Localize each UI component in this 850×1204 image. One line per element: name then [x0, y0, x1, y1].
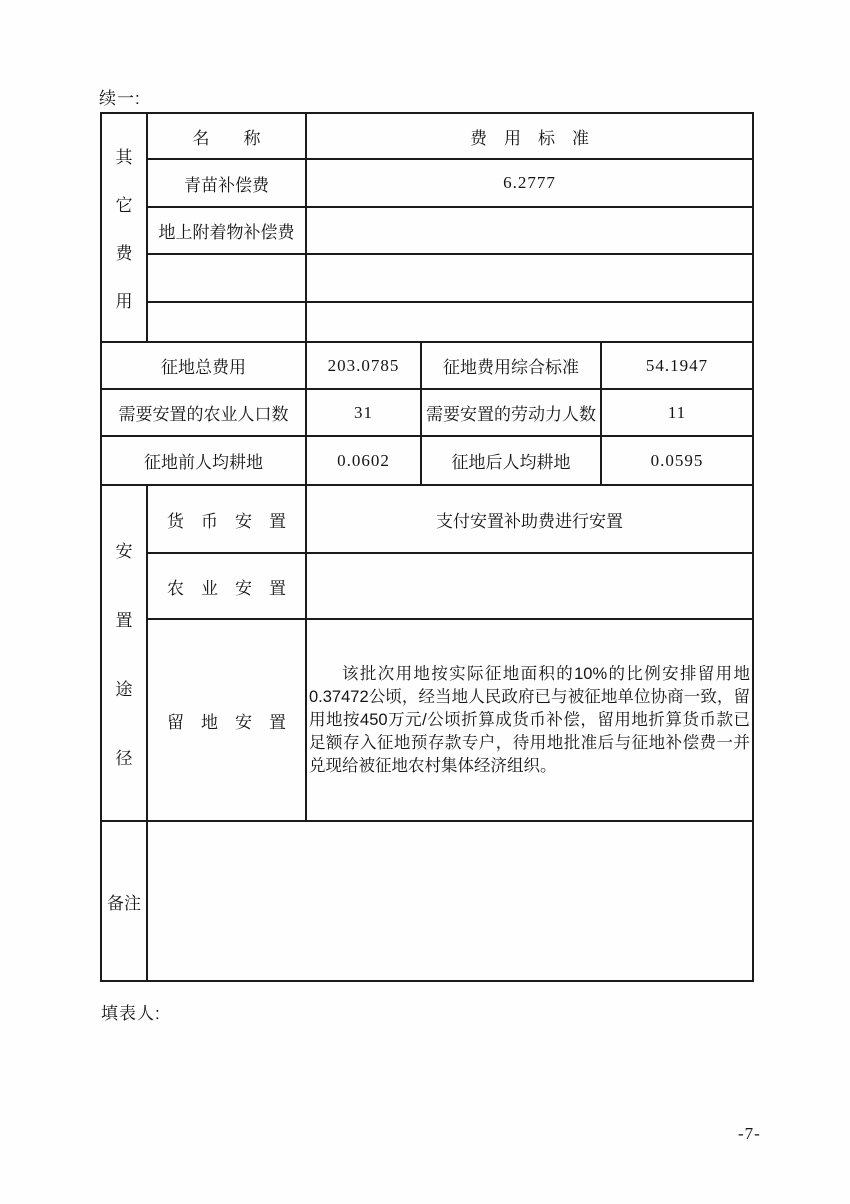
section-char: 用	[115, 292, 133, 311]
section-char: 途	[115, 680, 133, 699]
page-number: -7-	[738, 1124, 761, 1143]
fee-value-cell	[306, 302, 753, 342]
section-label-other-fees	[101, 113, 147, 342]
summary-value-cell: 31	[306, 389, 421, 436]
table-row	[101, 342, 753, 389]
table-row	[101, 553, 753, 619]
fee-value-cell	[306, 254, 753, 302]
remarks-content-cell	[147, 821, 753, 981]
summary-label-cell: 征地费用综合标准	[421, 342, 601, 389]
summary-label-cell: 征地总费用	[101, 342, 306, 389]
summary-label-cell: 需要安置的劳动力人数	[421, 389, 601, 436]
table-row	[101, 619, 753, 821]
section-char: 它	[115, 196, 133, 215]
fee-name-cell	[147, 302, 306, 342]
table-row	[101, 302, 753, 342]
table-row	[101, 254, 753, 302]
table-row	[101, 389, 753, 436]
section-char: 其	[115, 148, 133, 167]
summary-label-cell: 征地前人均耕地	[101, 436, 306, 485]
header-name: 名 称	[147, 113, 306, 159]
summary-value-cell: 0.0602	[306, 436, 421, 485]
summary-value-cell: 203.0785	[306, 342, 421, 389]
continuation-label: 续一:	[99, 89, 141, 108]
section-char: 安	[115, 542, 133, 561]
header-fee-standard: 费 用 标 准	[306, 113, 753, 159]
resettlement-type-cell: 货 币 安 置	[147, 485, 306, 553]
table-row	[101, 485, 753, 553]
section-char: 径	[115, 749, 133, 768]
table-row	[101, 159, 753, 207]
summary-label-cell: 征地后人均耕地	[421, 436, 601, 485]
fee-value-cell	[306, 207, 753, 254]
fee-name-cell	[147, 254, 306, 302]
remarks-label-cell: 备注	[101, 821, 147, 981]
land-compensation-table	[100, 112, 754, 982]
land-retention-paragraph: 该批次用地按实际征地面积的10%的比例安排留用地0.37472公顷，经当地人民政府已与被征地单位协商一致，留用地按450万元/公顷折算成货币补偿，留用地折算货币款已足额存入征地预存款专户，待用地批准后与征地补偿费一并兑现给被征地农村集体经济组织。	[309, 664, 751, 775]
summary-value-cell: 0.0595	[601, 436, 753, 485]
resettlement-content-cell	[306, 553, 753, 619]
form-filler-label: 填表人:	[101, 1004, 161, 1023]
resettlement-content-cell: 支付安置补助费进行安置	[306, 485, 753, 553]
vertical-label	[102, 120, 146, 335]
vertical-label	[102, 493, 146, 813]
section-label-resettlement	[101, 485, 147, 821]
table-row	[101, 113, 753, 159]
resettlement-type-cell: 留 地 安 置	[147, 619, 306, 821]
resettlement-content-cell	[306, 619, 753, 821]
section-char: 置	[115, 611, 133, 630]
table-row	[101, 821, 753, 981]
table-row	[101, 207, 753, 254]
table-row	[101, 436, 753, 485]
summary-value-cell: 54.1947	[601, 342, 753, 389]
section-char: 费	[115, 244, 133, 263]
fee-value-cell: 6.2777	[306, 159, 753, 207]
summary-label-cell: 需要安置的农业人口数	[101, 389, 306, 436]
summary-value-cell: 11	[601, 389, 753, 436]
fee-name-cell: 青苗补偿费	[147, 159, 306, 207]
fee-name-cell: 地上附着物补偿费	[147, 207, 306, 254]
resettlement-type-cell: 农 业 安 置	[147, 553, 306, 619]
